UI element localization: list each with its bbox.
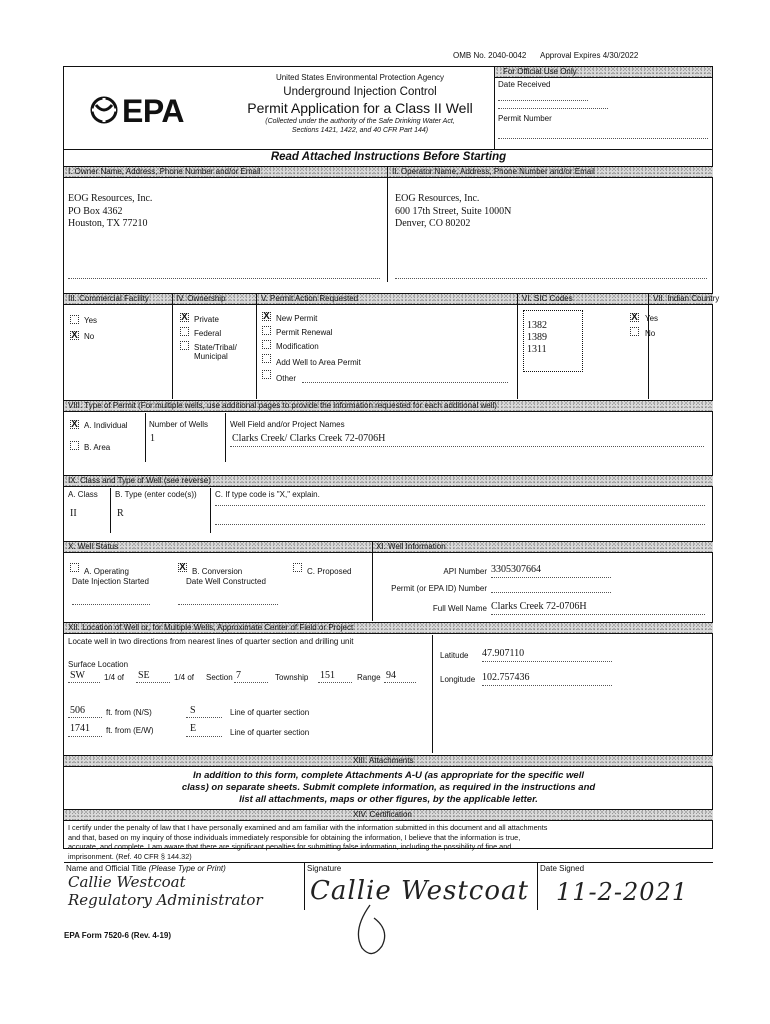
divider (145, 413, 146, 462)
section-iv-title: IV. Ownership (176, 294, 226, 303)
permit-new-label: New Permit (276, 314, 318, 323)
permit-area-checkbox[interactable] (262, 354, 271, 363)
divider (210, 488, 211, 533)
api-value: 3305307664 (491, 564, 541, 575)
divider (64, 149, 713, 150)
indian-no-label: No (645, 329, 656, 338)
divider (482, 661, 612, 662)
signature-value: Callie Westcoat (310, 876, 529, 906)
permit-renewal-label: Permit Renewal (276, 328, 333, 337)
section-x-title: X. Well Status (68, 542, 119, 551)
sic-codes (527, 320, 547, 356)
divider (68, 717, 102, 718)
certification-line: accurate, and complete. I am aware that there are significant penalties for submitting false information, including the possibility of fine and (68, 842, 512, 851)
individual-checkbox[interactable]: X (71, 419, 78, 430)
official-use-label: For Official Use Only (503, 67, 577, 76)
township-value: 151 (320, 670, 335, 681)
divider (172, 293, 173, 399)
divider (72, 604, 150, 605)
ownership-federal-label: Federal (194, 329, 222, 338)
ns-label: ft. from (N/S) (106, 708, 152, 717)
form-title: Permit Application for a Class II Well (247, 100, 473, 116)
certification-line: and that, based on my inquiry of those individuals immediately responsible for obtaining the information, I believe that the information is true, (68, 832, 521, 842)
owner-address (68, 193, 152, 231)
divider (215, 524, 705, 525)
township-label: Township (275, 673, 309, 682)
indian-yes-checkbox[interactable]: X (631, 312, 638, 323)
operator-line: Denver, CO 80202 (395, 218, 471, 229)
certification-line: imprisonment. (Ref. 40 CFR § 144.32) (68, 851, 192, 861)
owner-line: Houston, TX 77210 (68, 218, 148, 229)
well-field-label: Well Field and/or Project Names (230, 420, 345, 429)
divider (387, 166, 388, 282)
permit-other-label: Other (276, 374, 297, 383)
divider (64, 862, 713, 863)
operator-line: 600 17th Street, Suite 1000N (395, 205, 512, 217)
ownership-private-checkbox[interactable]: X (181, 312, 188, 323)
ownership-private-label: Private (194, 315, 219, 324)
status-conversion-label: B. Conversion (192, 567, 243, 576)
owner-line: EOG Resources, Inc. (68, 193, 153, 204)
section-iii-vii-bar (64, 293, 720, 305)
handwritten-name: Callie Westcoat (68, 873, 186, 891)
divider (230, 446, 704, 447)
quarter-1-value: SW (70, 670, 85, 681)
commercial-yes-label: Yes (84, 316, 98, 325)
latitude-value: 47.907110 (482, 648, 525, 659)
status-proposed-checkbox[interactable] (293, 563, 302, 572)
section-v-title: V. Permit Action Requested (261, 294, 359, 303)
latitude-label: Latitude (440, 651, 469, 660)
sic-code: 1382 (527, 320, 547, 331)
sic-code: 1389 (527, 332, 547, 343)
date-received-label: Date Received (498, 80, 551, 89)
attachments-text (64, 770, 713, 806)
operator-line: EOG Resources, Inc. (395, 193, 480, 204)
date-constructed-label: Date Well Constructed (186, 577, 266, 586)
section-xii-bar (64, 622, 713, 634)
section-label: Section (206, 673, 233, 682)
program-name: Underground Injection Control (283, 86, 437, 98)
name-title-hint: (Please Type or Print) (148, 864, 226, 873)
divider (517, 293, 518, 399)
divider (498, 100, 588, 101)
ownership-state-label: State/Tribal/ (194, 343, 237, 352)
signature-label: Signature (307, 864, 342, 873)
section-viii-title: VIII. Type of Permit (For multiple wells, use additional pages to provide the information requested for each additional well) (68, 401, 497, 410)
num-wells-value: 1 (150, 433, 155, 444)
ownership-federal-checkbox[interactable] (180, 327, 189, 336)
section-vii-title: VII. Indian Country (653, 294, 720, 303)
range-label: Range (357, 673, 381, 682)
api-label: API Number (443, 567, 487, 576)
longitude-value: 102.757436 (482, 672, 530, 683)
divider (68, 736, 102, 737)
ns-line-label: Line of quarter section (230, 708, 310, 717)
area-label: B. Area (84, 443, 111, 452)
epa-id-field[interactable] (491, 592, 611, 593)
date-injection-label: Date Injection Started (72, 577, 149, 586)
section-x-xi-bar (64, 541, 713, 553)
sic-code: 1311 (527, 344, 547, 355)
full-well-name-label: Full Well Name (432, 604, 487, 613)
area-checkbox[interactable] (70, 441, 79, 450)
attachments-line: list all attachments, maps or other figures, by the applicable letter. (239, 794, 538, 805)
type-label: B. Type (enter code(s)) (115, 490, 197, 499)
class-value: II (70, 508, 77, 519)
divider (498, 138, 708, 139)
quarter-1-label: 1/4 of (104, 673, 125, 682)
permit-area-label: Add Well to Area Permit (276, 358, 361, 367)
section-viii-bar (64, 400, 713, 412)
status-conversion-checkbox[interactable]: X (179, 562, 186, 573)
agency-name: United States Environmental Protection Agency (275, 73, 445, 82)
section-i-ii-bar (64, 166, 713, 178)
divider (256, 293, 257, 399)
commercial-no-label: No (84, 332, 95, 341)
divider (648, 293, 649, 399)
official-use-bar (495, 67, 712, 78)
individual-label: A. Individual (84, 421, 128, 430)
divider (225, 413, 226, 462)
epa-logo (86, 95, 122, 130)
date-signed-label: Date Signed (540, 864, 585, 873)
section-ii-title: II. Operator Name, Address, Phone Number and/or Email (392, 167, 595, 176)
class-label: A. Class (68, 490, 98, 499)
epa-flower-icon (86, 95, 122, 125)
section-xi-title: XI. Well Information (376, 542, 446, 551)
divider (234, 682, 268, 683)
status-operating-checkbox[interactable] (70, 563, 79, 572)
ownership-state-checkbox[interactable] (180, 341, 189, 350)
commercial-no-checkbox[interactable]: X (71, 330, 78, 341)
status-operating-label: A. Operating (84, 567, 129, 576)
section-vi-title: VI. SIC Codes (522, 294, 573, 303)
well-field-value: Clarks Creek/ Clarks Creek 72-0706H (232, 433, 386, 444)
indian-no-checkbox[interactable] (630, 327, 639, 336)
ew-label: ft. from (E/W) (106, 726, 154, 735)
signature-flourish-icon (330, 900, 420, 962)
ew-line-label: Line of quarter section (230, 728, 310, 737)
divider (186, 736, 222, 737)
divider (491, 577, 611, 578)
permit-modification-checkbox[interactable] (262, 340, 271, 349)
permit-modification-label: Modification (276, 342, 319, 351)
indian-yes-label: Yes (645, 314, 659, 323)
status-proposed-label: C. Proposed (307, 567, 352, 576)
handwritten-title: Regulatory Administrator (68, 891, 263, 909)
permit-renewal-checkbox[interactable] (262, 326, 271, 335)
section-i-title: I. Owner Name, Address, Phone Number and/or Email (68, 167, 261, 176)
ew-direction: E (190, 723, 197, 734)
form-number: EPA Form 7520-6 (Rev. 4-19) (64, 931, 172, 940)
section-xiv-title: XIV. Certification (353, 810, 412, 819)
operator-address (395, 193, 511, 231)
divider (318, 682, 352, 683)
divider (304, 862, 305, 910)
commercial-yes-checkbox[interactable] (70, 315, 79, 324)
attachments-line: In addition to this form, complete Attachments A-U (as appropriate for the specific well (193, 770, 584, 781)
divider (215, 505, 705, 506)
permit-new-checkbox[interactable]: X (263, 311, 270, 322)
range-value: 94 (386, 670, 396, 681)
approval-expires: Approval Expires 4/30/2022 (540, 51, 639, 60)
section-ix-title: IX. Class and Type of Well (see reverse) (68, 476, 211, 485)
divider (537, 862, 538, 910)
owner-line: PO Box 4362 (68, 205, 123, 217)
divider (432, 635, 433, 753)
section-xiii-title: XIII. Attachments (353, 756, 414, 765)
ns-direction: S (190, 705, 196, 716)
section-iii-title: III. Commercial Facility (68, 294, 149, 303)
divider (178, 604, 278, 605)
divider (372, 541, 373, 621)
quarter-2-label: 1/4 of (174, 673, 195, 682)
section-xiv-bar (64, 809, 713, 821)
ns-feet-value: 506 (70, 705, 85, 716)
longitude-label: Longitude (440, 675, 476, 684)
permit-other-checkbox[interactable] (262, 370, 271, 379)
epa-id-label: Permit (or EPA ID) Number (391, 584, 487, 593)
attachments-line: class) on separate sheets. Submit complete information, as required in the instructions and (181, 782, 596, 793)
divider (136, 682, 170, 683)
divider (395, 278, 707, 279)
read-instructions: Read Attached Instructions Before Starting (270, 151, 507, 163)
locate-instructions: Locate well in two directions from nearest lines of quarter section and drilling unit (68, 637, 354, 646)
section-xii-title: XII. Location of Well or, for Multiple Wells, Approximate Center of Field or Project (68, 623, 354, 632)
section-xiii-bar (64, 755, 713, 767)
permit-number-label: Permit Number (498, 114, 552, 123)
divider (68, 278, 380, 279)
divider (110, 488, 111, 533)
name-title-label (66, 864, 226, 873)
ew-feet-value: 1741 (70, 723, 90, 734)
permit-other-field[interactable] (302, 382, 508, 383)
divider (498, 108, 608, 109)
surface-location-label: Surface Location (68, 660, 129, 669)
certification-text (68, 823, 547, 861)
date-signed-value: 11-2-2021 (556, 878, 689, 906)
quarter-2-value: SE (138, 670, 150, 681)
omb-number: OMB No. 2040-0042 (453, 51, 527, 60)
authority-line-2: Sections 1421, 1422, and 40 CFR Part 144) (291, 127, 429, 134)
divider (491, 614, 705, 615)
divider (482, 685, 612, 686)
full-well-name-value: Clarks Creek 72-0706H (491, 601, 587, 612)
type-value: R (117, 508, 124, 519)
form-frame (63, 66, 713, 849)
divider (494, 67, 495, 149)
ownership-municipal-label: Municipal (194, 352, 228, 361)
epa-logo-text: EPA (122, 93, 184, 129)
num-wells-label: Number of Wells (149, 420, 208, 429)
divider (186, 717, 222, 718)
explain-label: C. If type code is "X," explain. (215, 490, 320, 499)
section-ix-bar (64, 475, 713, 487)
section-value: 7 (236, 670, 241, 681)
certification-line: I certify under the penalty of law that I have personally examined and am familiar with the information submitted in this document and all attachments (68, 823, 548, 832)
name-title-label-text: Name and Official Title (66, 864, 147, 873)
divider (68, 682, 100, 683)
authority-line-1: (Collected under the authority of the Safe Drinking Water Act, (265, 118, 455, 125)
divider (384, 682, 416, 683)
